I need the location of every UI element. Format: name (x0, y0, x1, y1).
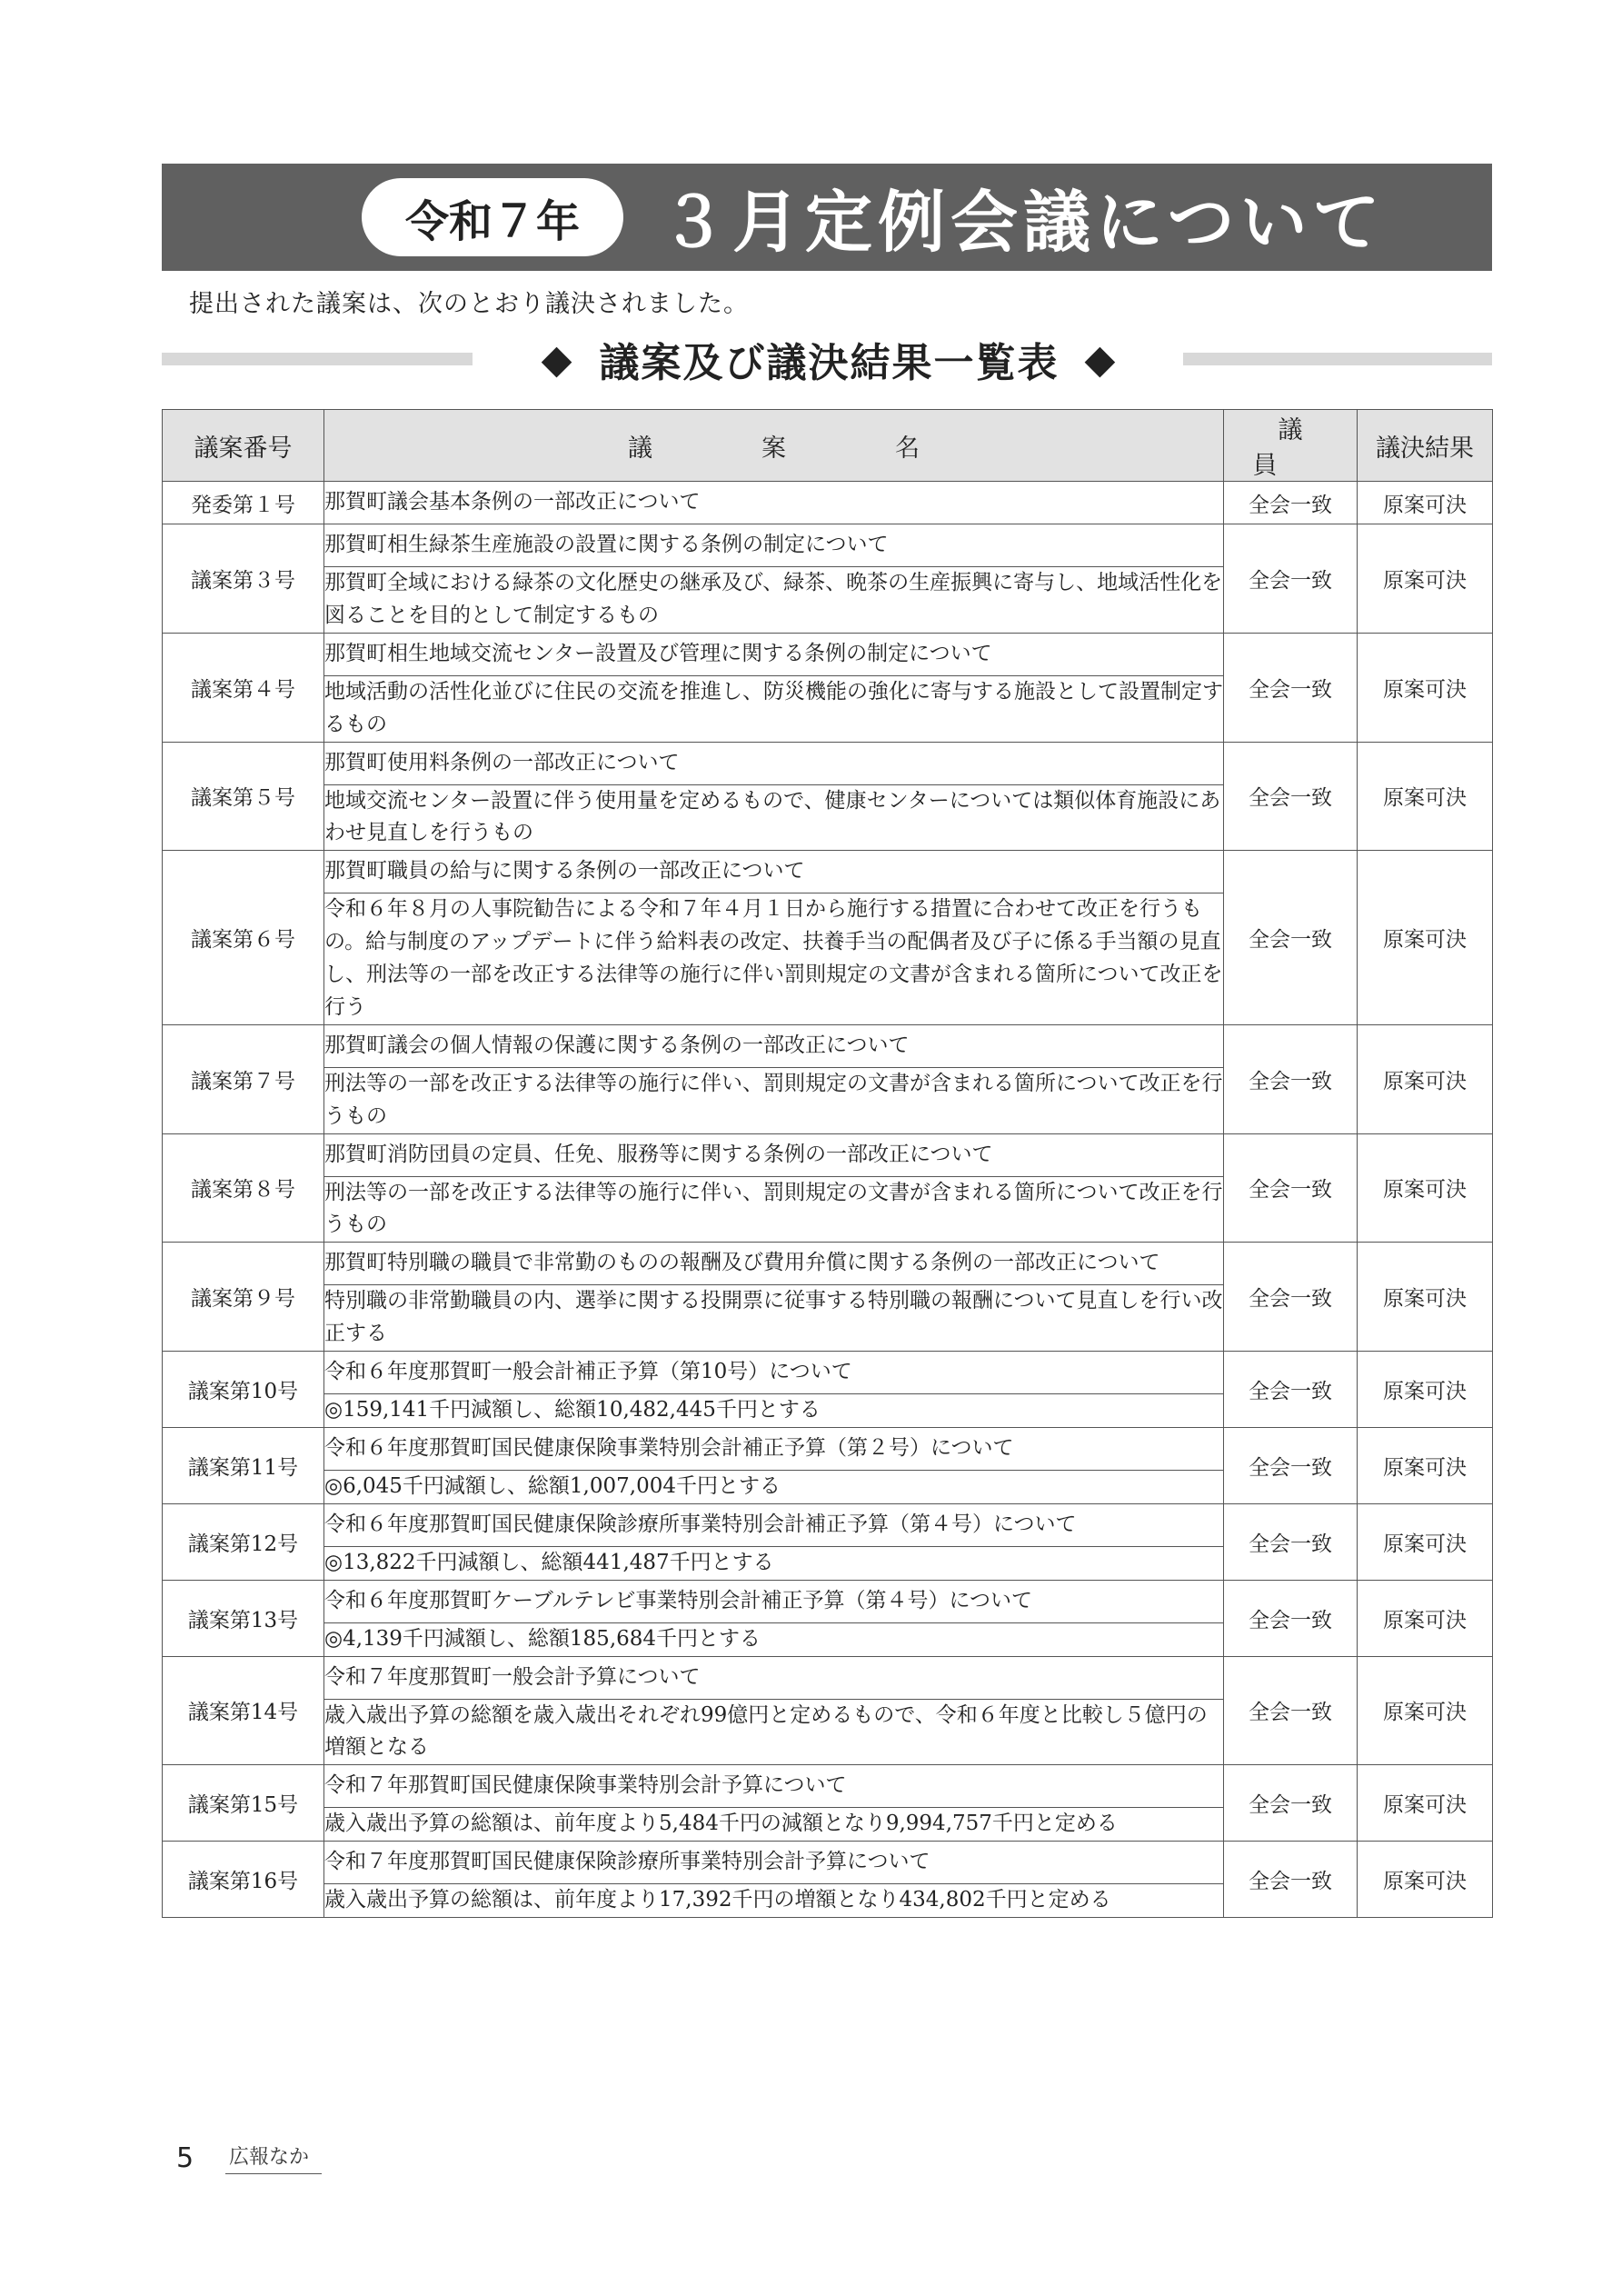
section-rule-left (162, 353, 473, 365)
table-row (163, 1352, 1493, 1394)
bill-detail: 令和６年８月の人事院勧告による令和７年４月１日から施行する措置に合わせて改正を行うもの。給与制度のアップデートに伴う給料表の改定、扶養手当の配偶者及び子に係る手当額の見直し、刑法等の一部を改正する法律等の施行に伴い罰則規定の文書が含まれる箇所について改正を行う (324, 893, 1224, 1025)
bill-title: 令和６年度那賀町国民健康保険事業特別会計補正予算（第２号）について (324, 1427, 1224, 1470)
members-vote: 全会一致 (1224, 1024, 1358, 1133)
bill-title: 那賀町職員の給与に関する条例の一部改正について (324, 851, 1224, 893)
bill-detail: ◎13,822千円減額し、総額441,487千円とする (324, 1546, 1224, 1580)
bill-detail: 地域活動の活性化並びに住民の交流を推進し、防災機能の強化に寄与する施設として設置制定するもの (324, 675, 1224, 742)
vote-result: 原案可決 (1358, 1427, 1493, 1503)
vote-result: 原案可決 (1358, 851, 1493, 1025)
publication-name: 広報なか (225, 2141, 322, 2174)
page-title: ３月定例会議について (660, 184, 1386, 262)
bill-title: 那賀町相生緑茶生産施設の設置に関する条例の制定について (324, 524, 1224, 567)
bill-title: 那賀町使用料条例の一部改正について (324, 742, 1224, 784)
diamond-icon: ◆ (541, 335, 574, 383)
vote-result: 原案可決 (1358, 1503, 1493, 1580)
bill-number: 議案第７号 (163, 1024, 324, 1133)
vote-result: 原案可決 (1358, 1580, 1493, 1656)
members-vote: 全会一致 (1224, 851, 1358, 1025)
table-header-row (163, 410, 1493, 482)
members-vote: 全会一致 (1224, 1842, 1358, 1918)
bill-number: 議案第６号 (163, 851, 324, 1025)
intro-text: 提出された議案は、次のとおり議決されました。 (189, 290, 749, 318)
bill-detail: ◎6,045千円減額し、総額1,007,004千円とする (324, 1470, 1224, 1503)
bill-detail: ◎4,139千円減額し、総額185,684千円とする (324, 1622, 1224, 1656)
diamond-icon: ◆ (1084, 335, 1118, 383)
bill-number: 議案第12号 (163, 1503, 324, 1580)
table-row (163, 851, 1493, 893)
bill-number: 議案第15号 (163, 1765, 324, 1842)
bill-detail: 歳入歳出予算の総額は、前年度より17,392千円の増額となり434,802千円と定める (324, 1884, 1224, 1918)
vote-result: 原案可決 (1358, 742, 1493, 851)
table-row (163, 1133, 1493, 1176)
bill-title: 令和７年度那賀町国民健康保険診療所事業特別会計予算について (324, 1842, 1224, 1884)
bill-title: 那賀町相生地域交流センター設置及び管理に関する条例の制定について (324, 633, 1224, 675)
table-row (163, 1656, 1493, 1699)
bill-number: 発委第１号 (163, 482, 324, 524)
bill-number: 議案第16号 (163, 1842, 324, 1918)
members-vote: 全会一致 (1224, 1503, 1358, 1580)
table-row (163, 633, 1493, 675)
bill-title: 令和６年度那賀町ケーブルテレビ事業特別会計補正予算（第４号）について (324, 1580, 1224, 1622)
table-row (163, 1765, 1493, 1808)
members-vote: 全会一致 (1224, 1580, 1358, 1656)
bill-detail: ◎159,141千円減額し、総額10,482,445千円とする (324, 1394, 1224, 1428)
bill-title: 令和７年那賀町国民健康保険事業特別会計予算について (324, 1765, 1224, 1808)
bill-detail: 刑法等の一部を改正する法律等の施行に伴い、罰則規定の文書が含まれる箇所について改正を行うもの (324, 1067, 1224, 1133)
bill-title: 那賀町消防団員の定員、任免、服務等に関する条例の一部改正について (324, 1133, 1224, 1176)
page-footer (176, 2141, 322, 2174)
vote-result: 原案可決 (1358, 1133, 1493, 1243)
bill-title: 令和７年度那賀町一般会計予算について (324, 1656, 1224, 1699)
members-vote: 全会一致 (1224, 524, 1358, 634)
members-vote: 全会一致 (1224, 1133, 1358, 1243)
table-row (163, 524, 1493, 567)
section-heading (491, 329, 1168, 389)
bill-title: 令和６年度那賀町一般会計補正予算（第10号）について (324, 1352, 1224, 1394)
bill-number: 議案第14号 (163, 1656, 324, 1765)
header-members: 議員 (1224, 410, 1358, 482)
bill-number: 議案第11号 (163, 1427, 324, 1503)
table-row (163, 1024, 1493, 1067)
table-row (163, 1427, 1493, 1470)
members-vote: 全会一致 (1224, 742, 1358, 851)
bill-title: 令和６年度那賀町国民健康保険診療所事業特別会計補正予算（第４号）について (324, 1503, 1224, 1546)
members-vote: 全会一致 (1224, 633, 1358, 742)
bill-number: 議案第13号 (163, 1580, 324, 1656)
members-vote: 全会一致 (1224, 1656, 1358, 1765)
vote-result: 原案可決 (1358, 482, 1493, 524)
bill-number: 議案第４号 (163, 633, 324, 742)
bill-title: 那賀町特別職の職員で非常勤のものの報酬及び費用弁償に関する条例の一部改正について (324, 1243, 1224, 1285)
table-row (163, 1842, 1493, 1884)
vote-result: 原案可決 (1358, 1024, 1493, 1133)
header-number: 議案番号 (163, 410, 324, 482)
bill-title: 那賀町議会の個人情報の保護に関する条例の一部改正について (324, 1024, 1224, 1067)
bill-detail: 歳入歳出予算の総額を歳入歳出それぞれ99億円と定めるもので、令和６年度と比較し５億円の増額となる (324, 1699, 1224, 1765)
vote-result: 原案可決 (1358, 1243, 1493, 1352)
bill-detail: 地域交流センター設置に伴う使用量を定めるもので、健康センターについては類似体育施設にあわせ見直しを行うもの (324, 784, 1224, 851)
vote-result: 原案可決 (1358, 1765, 1493, 1842)
results-table (162, 409, 1493, 1918)
members-vote: 全会一致 (1224, 1352, 1358, 1428)
bill-number: 議案第10号 (163, 1352, 324, 1428)
table-row (163, 742, 1493, 784)
vote-result: 原案可決 (1358, 524, 1493, 634)
header-name: 議案名 (324, 410, 1224, 482)
vote-result: 原案可決 (1358, 633, 1493, 742)
bill-detail: 特別職の非常勤職員の内、選挙に関する投開票に従事する特別職の報酬について見直しを行い改正する (324, 1285, 1224, 1352)
bill-number: 議案第９号 (163, 1243, 324, 1352)
page-number: 5 (176, 2141, 194, 2174)
bill-detail: 刑法等の一部を改正する法律等の施行に伴い、罰則規定の文書が含まれる箇所について改正を行うもの (324, 1176, 1224, 1243)
table-row (163, 1580, 1493, 1622)
table-row (163, 1243, 1493, 1285)
bill-title: 那賀町議会基本条例の一部改正について (324, 482, 1224, 524)
header-result: 議決結果 (1358, 410, 1493, 482)
bill-number: 議案第３号 (163, 524, 324, 634)
table-body (163, 482, 1493, 1918)
vote-result: 原案可決 (1358, 1352, 1493, 1428)
table-row (163, 482, 1493, 524)
members-vote: 全会一致 (1224, 1243, 1358, 1352)
bill-detail: 歳入歳出予算の総額は、前年度より5,484千円の減額となり9,994,757千円と定める (324, 1808, 1224, 1842)
era-badge: 令和７年 (362, 178, 623, 256)
members-vote: 全会一致 (1224, 1765, 1358, 1842)
bill-number: 議案第８号 (163, 1133, 324, 1243)
vote-result: 原案可決 (1358, 1656, 1493, 1765)
table-row (163, 1503, 1493, 1546)
section-rule-right (1183, 353, 1492, 365)
section-title: 議案及び議決結果一覧表 (599, 340, 1060, 386)
vote-result: 原案可決 (1358, 1842, 1493, 1918)
bill-detail: 那賀町全域における緑茶の文化歴史の継承及び、緑茶、晩茶の生産振興に寄与し、地域活性化を図ることを目的として制定するもの (324, 567, 1224, 634)
members-vote: 全会一致 (1224, 482, 1358, 524)
members-vote: 全会一致 (1224, 1427, 1358, 1503)
bill-number: 議案第５号 (163, 742, 324, 851)
